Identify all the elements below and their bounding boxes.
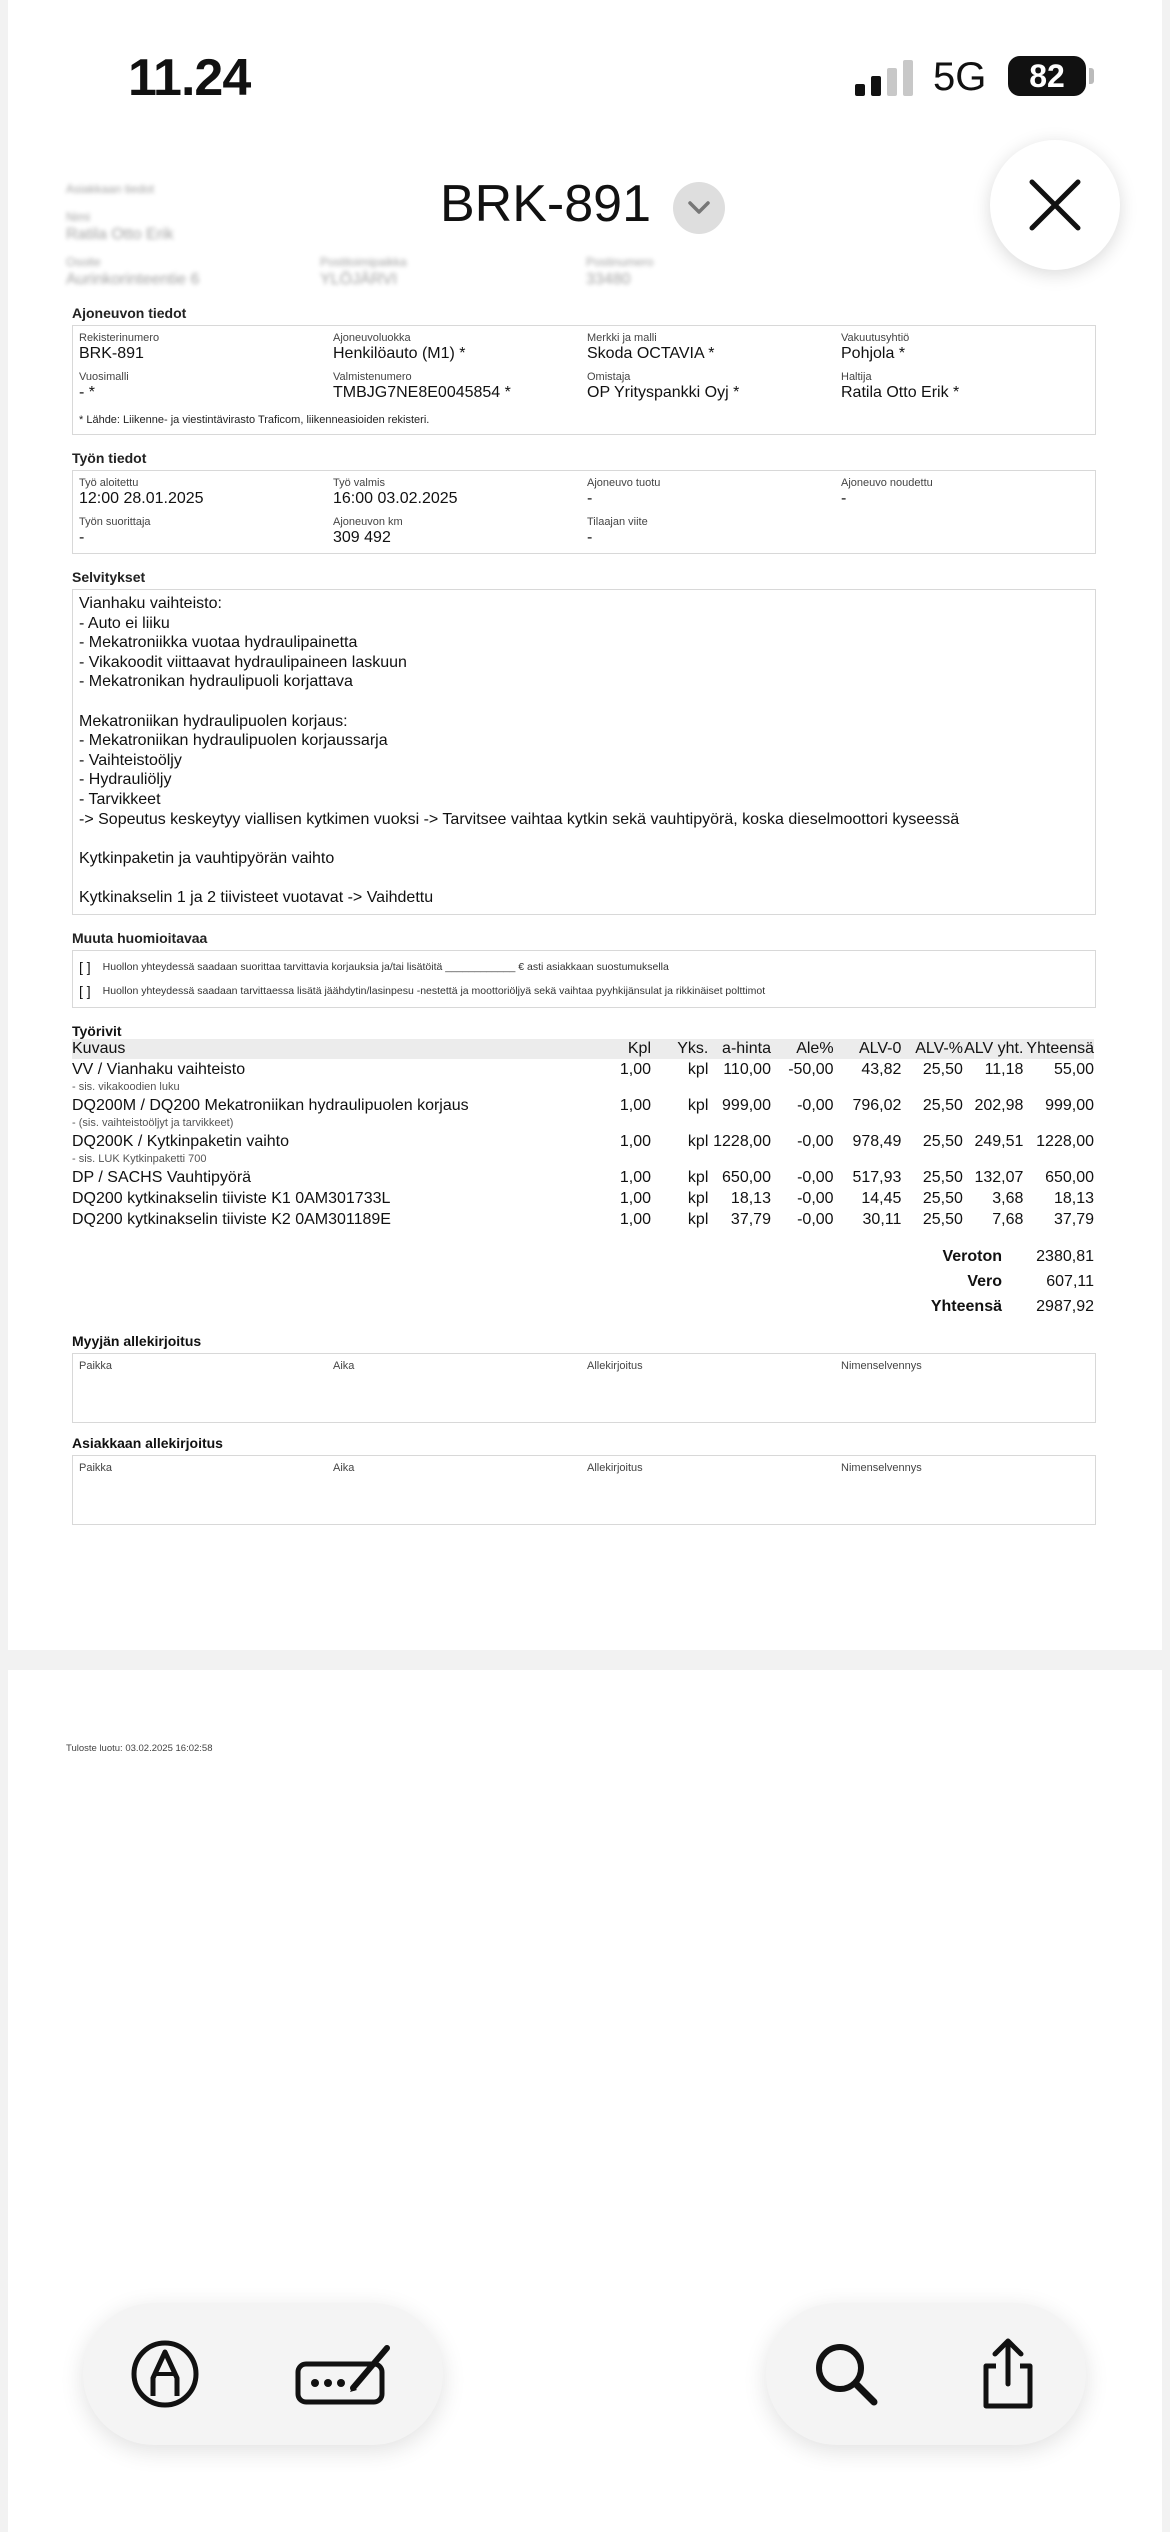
- selvitykset-section-title: Selvitykset: [72, 569, 146, 585]
- table-row: [72, 1188, 1094, 1209]
- cell-kpl: 1,00: [619, 1168, 651, 1186]
- cell-kpl: 1,00: [619, 1189, 651, 1207]
- signature-field-label: Aika: [333, 1461, 355, 1474]
- cell-alvp: 25,50: [922, 1060, 963, 1078]
- toolbar-left: [83, 2303, 443, 2445]
- table-subrow: [72, 1152, 1094, 1167]
- tyorivit-section-title: Työrivit: [72, 1022, 122, 1039]
- total-row: [72, 1248, 1094, 1273]
- field-label: Valmistenumero: [333, 371, 412, 383]
- column-header: Yhteensä: [1023, 1039, 1094, 1059]
- signature-section-title: Asiakkaan allekirjoitus: [72, 1434, 223, 1451]
- subrow-text: - (sis. vaihteistoöljyt ja tarvikkeet): [72, 1116, 234, 1129]
- column-header: ALV-0: [834, 1039, 902, 1059]
- total-value: 607,11: [1046, 1272, 1094, 1290]
- table-row: [72, 1059, 1094, 1080]
- name-value: Ratila Otto Erik: [66, 226, 174, 243]
- cell-yks: kpl: [687, 1060, 709, 1078]
- cell-desc: DQ200 kytkinakselin tiiviste K1 0AM301733L: [72, 1189, 391, 1207]
- cell-alvy: 132,07: [974, 1168, 1024, 1186]
- vehicle-field: [587, 371, 841, 402]
- checkbox[interactable]: [ ]: [79, 958, 91, 975]
- table-row: [72, 1209, 1094, 1230]
- table-subrow: [72, 1116, 1094, 1131]
- signature-field-label: Paikka: [79, 1359, 113, 1372]
- cell-price: 18,13: [730, 1189, 771, 1207]
- total-row: [72, 1273, 1094, 1298]
- field-label: Tilaajan viite: [587, 516, 648, 528]
- cell-alvp: 25,50: [922, 1189, 963, 1207]
- field-label: Haltija: [841, 371, 872, 383]
- table-row: [72, 1167, 1094, 1188]
- cell-kpl: 1,00: [619, 1060, 651, 1078]
- network-label: 5G: [933, 55, 987, 99]
- field-label: Vuosimalli: [79, 371, 129, 383]
- table-row: [72, 1131, 1094, 1152]
- field-value: 16:00 03.02.2025: [333, 490, 458, 507]
- field-value: 12:00 28.01.2025: [79, 490, 204, 507]
- checkbox[interactable]: [ ]: [79, 982, 91, 999]
- signature-field-label: Allekirjoitus: [587, 1461, 643, 1474]
- cell-total: 18,13: [1053, 1189, 1094, 1207]
- column-header: Yks.: [651, 1039, 708, 1059]
- signature-box[interactable]: [72, 1455, 1096, 1525]
- cell-total: 650,00: [1045, 1168, 1094, 1186]
- cell-yks: kpl: [687, 1096, 709, 1114]
- total-row: [72, 1298, 1094, 1323]
- cell-kpl: 1,00: [619, 1132, 651, 1150]
- muuta-text: Huollon yhteydessä saadaan tarvittaessa lisätä jäähdytin/lasinpesu -nestettä ja moottoriöljyä sekä vaihtaa pyyhkijänsulat ja rikkinäiset polttimot: [102, 984, 766, 997]
- cell-alvy: 11,18: [984, 1060, 1024, 1078]
- cell-alv0: 978,49: [852, 1132, 902, 1150]
- cell-alvp: 25,50: [922, 1096, 963, 1114]
- vehicle-box: [72, 325, 1096, 435]
- close-button[interactable]: [990, 140, 1120, 270]
- work_info-field: [841, 477, 1095, 508]
- muuta-section-title: Muuta huomioitavaa: [72, 929, 208, 946]
- source-note: * Lähde: Liikenne- ja viestintävirasto Traficom, liikenneasioiden rekisteri.: [79, 414, 430, 426]
- total-value: 2380,81: [1036, 1247, 1094, 1265]
- field-label: Ajoneuvoluokka: [333, 332, 411, 344]
- cell-desc: DQ200K / Kytkinpaketin vaihto: [72, 1132, 290, 1150]
- battery-icon: 82: [1008, 56, 1086, 96]
- column-header: Ale%: [771, 1039, 834, 1059]
- subrow-text: - sis. LUK Kytkinpaketti 700: [72, 1152, 207, 1165]
- field-label: Ajoneuvo tuotu: [587, 477, 661, 489]
- vehicle-field: [841, 332, 1095, 363]
- signature-field-label: Nimenselvennys: [841, 1359, 922, 1372]
- cell-yks: kpl: [687, 1189, 709, 1207]
- cell-alvy: 202,98: [974, 1096, 1024, 1114]
- work_info-field: [333, 477, 587, 508]
- name-label: Nimi: [66, 210, 90, 224]
- field-label: Omistaja: [587, 371, 631, 383]
- vehicle-section-title: Ajoneuvon tiedot: [72, 305, 187, 321]
- vehicle-field: [841, 371, 1095, 402]
- work-info-grid: [79, 477, 1089, 547]
- cell-total: 55,00: [1053, 1060, 1094, 1078]
- field-value: -: [79, 529, 85, 546]
- muuta-row: [79, 979, 1089, 1003]
- signature-icon[interactable]: [295, 2338, 395, 2410]
- cell-ale: -0,00: [797, 1168, 834, 1186]
- cell-ale: -0,00: [797, 1132, 834, 1150]
- vehicle-field: [79, 332, 333, 363]
- selvitykset-text: Vianhaku vaihteisto: - Auto ei liiku - Mekatroniikka vuotaa hydraulipainetta - Vikakoodit viittaavat hydraulipaineen laskuun - Mekatronikan hydraulipuoli korjattava Mekatroniikan hydraulipuolen korjaus: - Mekatroniikan hydraulipuolen korjaussarja - Vaihteistoöljy - Hydrauliöljy - Tarvikkeet -> Sopeutus keskeytyy viallisen kytkimen vuoksi -> Tarvitsee vaihtaa kytkin sekä vauhtipyörä, koska dieselmoottori kyseessä Kytkinpaketin ja vauhtipyörän vaihto Kytkinakselin 1 ja 2 tiivisteet vuotavat -> Vaihdettu: [79, 595, 960, 906]
- cell-yks: kpl: [687, 1168, 709, 1186]
- markup-icon[interactable]: [129, 2338, 201, 2410]
- cell-alv0: 43,82: [861, 1060, 902, 1078]
- field-label: Ajoneuvo noudettu: [841, 477, 933, 489]
- share-icon[interactable]: [972, 2338, 1044, 2410]
- field-value: Ratila Otto Erik *: [841, 384, 960, 401]
- cell-alvp: 25,50: [922, 1210, 963, 1228]
- cell-alvp: 25,50: [922, 1168, 963, 1186]
- field-label: Työ aloitettu: [79, 477, 139, 489]
- column-header: ALV yht.: [964, 1039, 1024, 1057]
- muuta-box: [72, 950, 1096, 1008]
- cell-alv0: 14,45: [861, 1189, 902, 1207]
- cell-ale: -0,00: [797, 1210, 834, 1228]
- cell-alv0: 517,93: [852, 1168, 902, 1186]
- cell-desc: DP / SACHS Vauhtipyörä: [72, 1168, 252, 1186]
- total-label: Vero: [967, 1272, 1002, 1290]
- cell-total: 37,79: [1053, 1210, 1094, 1228]
- signature-field-label: Nimenselvennys: [841, 1461, 922, 1474]
- field-value: - *: [79, 384, 95, 401]
- cell-price: 650,00: [722, 1168, 771, 1186]
- signature-field-label: Allekirjoitus: [587, 1359, 643, 1372]
- field-value: 309 492: [333, 529, 391, 546]
- signal-icon: [855, 60, 915, 96]
- cell-kpl: 1,00: [619, 1210, 651, 1228]
- cell-alv0: 796,02: [852, 1096, 902, 1114]
- cell-yks: kpl: [687, 1210, 709, 1228]
- cell-total: 1228,00: [1036, 1132, 1094, 1150]
- field-value: TMBJG7NE8E0045854 *: [333, 384, 511, 401]
- field-value: BRK-891: [79, 345, 144, 362]
- total-label: Yhteensä: [930, 1297, 1002, 1315]
- field-value: Henkilöauto (M1) *: [333, 345, 466, 362]
- cell-price: 37,79: [730, 1210, 771, 1228]
- address-value: Aurinkorinteentie 6: [66, 271, 200, 288]
- signature-box[interactable]: [72, 1353, 1096, 1423]
- column-header: a-hinta: [708, 1039, 771, 1059]
- signatures: [72, 1333, 1096, 1525]
- cell-ale: -50,00: [788, 1060, 834, 1078]
- field-label: Rekisterinumero: [79, 332, 160, 344]
- cell-ale: -0,00: [797, 1189, 834, 1207]
- table-header-row: [72, 1039, 1094, 1059]
- vehicle-field: [333, 332, 587, 363]
- status-time: 11.24: [128, 49, 251, 107]
- document-title[interactable]: BRK-891: [440, 175, 651, 233]
- zip-label: Postinumero: [586, 255, 654, 269]
- table-subrow: [72, 1080, 1094, 1095]
- work_info-field: [587, 477, 841, 508]
- field-label: Työ valmis: [333, 477, 385, 489]
- close-icon: [1028, 178, 1082, 232]
- field-label: Ajoneuvon km: [333, 516, 403, 528]
- total-label: Veroton: [942, 1247, 1002, 1265]
- field-label: Työn suorittaja: [79, 516, 151, 528]
- printed-note: Tuloste luotu: 03.02.2025 16:02:58: [66, 1743, 213, 1754]
- field-value: OP Yrityspankki Oyj *: [587, 384, 740, 401]
- cell-alvy: 3,68: [992, 1189, 1024, 1207]
- field-value: -: [841, 490, 847, 507]
- city-value: YLÖJÄRVI: [320, 271, 398, 288]
- column-header: Kuvaus: [72, 1039, 573, 1059]
- table-row: [72, 1095, 1094, 1116]
- column-header: Kpl: [573, 1039, 651, 1059]
- vehicle-grid: [79, 332, 1089, 402]
- status-bar: [0, 0, 1170, 150]
- muuta-text: Huollon yhteydessä saadaan suorittaa tarvittavia korjauksia ja/tai lisätöitä ____________ € asti asiakkaan suostumuksella: [102, 960, 669, 973]
- cell-yks: kpl: [687, 1132, 709, 1150]
- work-info-section-title: Työn tiedot: [72, 450, 147, 466]
- signature-section-title: Myyjän allekirjoitus: [72, 1332, 202, 1349]
- total-value: 2987,92: [1036, 1297, 1094, 1315]
- cell-total: 999,00: [1045, 1096, 1094, 1114]
- work_info-field: [587, 516, 841, 547]
- cell-alvp: 25,50: [922, 1132, 963, 1150]
- chevron-down-icon[interactable]: [673, 182, 725, 234]
- work_info-field: [333, 516, 587, 547]
- cell-kpl: 1,00: [619, 1096, 651, 1114]
- signature-field-label: Paikka: [79, 1461, 113, 1474]
- vehicle-field: [333, 371, 587, 402]
- address-label: Osoite: [66, 255, 101, 269]
- field-value: -: [587, 529, 593, 546]
- cell-desc: DQ200M / DQ200 Mekatroniikan hydraulipuolen korjaus: [72, 1096, 469, 1114]
- cell-price: 1228,00: [713, 1132, 771, 1150]
- work_info-field: [79, 516, 333, 547]
- search-icon[interactable]: [810, 2338, 882, 2410]
- selvitykset-box: [72, 589, 1096, 915]
- field-label: Merkki ja malli: [587, 332, 657, 344]
- cell-alvy: 7,68: [992, 1210, 1024, 1228]
- field-value: Pohjola *: [841, 345, 906, 362]
- city-label: Postitoimipaikka: [320, 255, 407, 269]
- cell-desc: DQ200 kytkinakselin tiiviste K2 0AM301189E: [72, 1210, 391, 1228]
- toolbar-right: [766, 2303, 1086, 2445]
- work-rows-table: [72, 1039, 1094, 1230]
- subrow-text: - sis. vikakoodien luku: [72, 1080, 180, 1093]
- field-label: Vakuutusyhtiö: [841, 332, 910, 344]
- cell-price: 110,00: [723, 1060, 771, 1078]
- field-value: -: [587, 490, 593, 507]
- totals: [72, 1248, 1094, 1323]
- cell-desc: VV / Vianhaku vaihteisto: [72, 1060, 246, 1078]
- vehicle-field: [587, 332, 841, 363]
- customer-label: Asiakkaan tiedot: [66, 182, 155, 196]
- cell-ale: -0,00: [797, 1096, 834, 1114]
- zip-value: 33480: [586, 271, 631, 288]
- battery-tip: [1089, 68, 1094, 84]
- vehicle-field: [79, 371, 333, 402]
- signature-field-label: Aika: [333, 1359, 355, 1372]
- column-header: ALV-%: [901, 1039, 963, 1059]
- muuta-row: [79, 955, 1089, 979]
- work_info-field: [79, 477, 333, 508]
- cell-alvy: 249,51: [974, 1132, 1024, 1150]
- cell-price: 999,00: [722, 1096, 771, 1114]
- field-value: Skoda OCTAVIA *: [587, 345, 715, 362]
- document-content: [72, 305, 1096, 1525]
- work-info-box: [72, 470, 1096, 554]
- cell-alv0: 30,11: [862, 1210, 902, 1228]
